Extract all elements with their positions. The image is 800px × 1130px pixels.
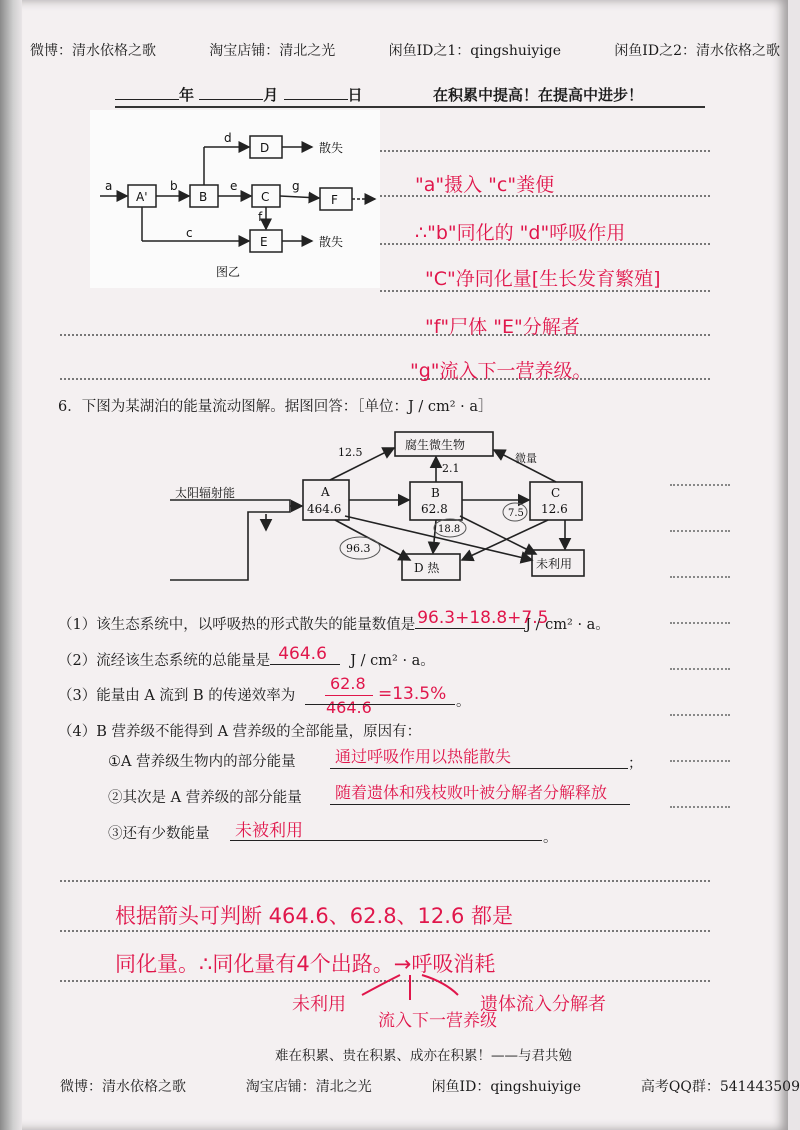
hand-note-5: "g"流入下一营养级。 — [410, 360, 592, 382]
month-label: 月 — [263, 86, 279, 104]
arrow-e-label: e — [230, 179, 238, 193]
q4-2-line — [108, 786, 302, 807]
q4-3-blank — [230, 840, 542, 841]
arrow-a-label: a — [105, 179, 113, 193]
header-rule — [115, 106, 705, 108]
figure-b-caption: 图乙 — [216, 265, 241, 279]
footer-qq: 高考QQ群：541443509 — [640, 1079, 800, 1095]
footer-weibo: 微博：清水依格之歌 — [60, 1079, 186, 1095]
loss-label-1: 散失 — [319, 141, 344, 155]
q4-1-line — [108, 750, 296, 771]
value-12-5: 12.5 — [338, 446, 363, 459]
footer-taobao: 淘宝店铺：清北之光 — [245, 1079, 372, 1095]
value-18-8: 18.8 — [438, 524, 461, 535]
q4-3-prefix: ③还有少数能量 — [108, 826, 210, 842]
q4-2-prefix: ②其次是 A 营养级的部分能量 — [108, 790, 302, 806]
node-a-value: 464.6 — [307, 502, 342, 516]
value-2-1: 2.1 — [442, 462, 460, 475]
box-c-label: C — [261, 190, 270, 204]
arrow-b-label: b — [170, 179, 178, 193]
arrow-f-label: f — [258, 210, 263, 224]
q1-line — [58, 608, 610, 634]
q4-1-blank — [330, 768, 628, 769]
hand-branch-next-level: 流入下一营养级 — [378, 1011, 497, 1031]
heat-label: D 热 — [414, 561, 440, 575]
q3-denominator: 464.6 — [326, 698, 372, 717]
date-line — [115, 84, 715, 105]
year-label: 年 — [179, 86, 195, 104]
q1-prefix: （1）该生态系统中，以呼吸热的形式散失的能量数值是 — [58, 617, 416, 633]
q3-result: =13.5% — [378, 684, 447, 704]
box-d-label: D — [260, 141, 270, 155]
question-6-stem: 6．下图为某湖泊的能量流动图解。据图回答：［单位：J / cm² · a］ — [58, 399, 493, 415]
footer-motto: 难在积累、贵在积累、成亦在积累！——与君共勉 — [275, 1048, 572, 1064]
q3-answer-blank — [305, 704, 455, 705]
q4-1-end: ； — [628, 756, 643, 772]
q4-2-blank — [330, 804, 630, 805]
q3-line — [58, 684, 295, 705]
dotted-rule — [60, 930, 710, 932]
unused-label: 未利用 — [536, 557, 573, 571]
q4-3-line — [108, 822, 210, 843]
hand-branch-decomposer: 遗体流入分解者 — [480, 994, 606, 1015]
arrow-d-label: d — [224, 131, 232, 145]
arrow-g-label: g — [292, 179, 300, 193]
box-e-label: E — [260, 235, 268, 249]
node-b-label: B — [431, 486, 440, 500]
box-a-prime-label: A' — [136, 190, 148, 204]
loss-label-2: 散失 — [319, 235, 344, 249]
node-b-value: 62.8 — [421, 502, 448, 516]
hand-bottom-line2: 同化量。∴同化量有4个出路。→呼吸消耗 — [115, 952, 496, 976]
margin-rules — [670, 440, 730, 800]
q3-end: 。 — [456, 694, 471, 710]
header-taobao: 淘宝店铺：清北之光 — [209, 43, 336, 59]
top-header — [30, 40, 780, 60]
figure-b-svg — [90, 110, 380, 288]
hand-note-3: "C"净同化量[生长发育繁殖] — [425, 268, 661, 290]
sun-label: 太阳辐射能 — [175, 486, 236, 500]
dotted-rule — [60, 334, 710, 336]
q3-fraction-bar — [325, 695, 373, 696]
q1-answer-blank — [415, 608, 549, 629]
node-c-label: C — [551, 486, 561, 500]
dotted-rule — [60, 378, 710, 380]
hand-note-2: ∴"b"同化的 "d"呼吸作用 — [415, 222, 626, 244]
motto-text: 在积累中提高！在提高中进步！ — [433, 86, 644, 104]
q2-answer: 464.6 — [278, 644, 327, 664]
arrow-c-label: c — [186, 226, 193, 240]
dotted-rule — [380, 150, 710, 152]
dotted-rule — [60, 880, 710, 882]
q3-numerator: 62.8 — [330, 674, 366, 693]
hand-branch-arrows — [340, 970, 480, 1010]
hand-branch-unused: 未利用 — [292, 994, 346, 1015]
header-xianyu2: 闲鱼ID之2：清水依格之歌 — [614, 43, 780, 59]
box-f-label: F — [331, 193, 338, 207]
node-a-label: A — [321, 485, 330, 499]
q4-2-answer: 随着遗体和残枝败叶被分解者分解释放 — [335, 783, 608, 802]
day-label: 日 — [347, 86, 363, 104]
q2-line — [58, 644, 435, 670]
q2-answer-blank — [270, 644, 340, 665]
q4-1-answer: 通过呼吸作用以热能散失 — [335, 747, 512, 766]
hand-note-1: "a"摄入 "c"粪便 — [415, 174, 555, 196]
footer-xianyu: 闲鱼ID：qingshuiyige — [431, 1079, 582, 1095]
bottom-footer — [60, 1076, 800, 1096]
q4-1-prefix: ①A 营养级生物内的部分能量 — [108, 754, 296, 770]
micro-label: 微量 — [515, 452, 537, 465]
value-96-3: 96.3 — [346, 542, 371, 555]
hand-note-4: "f"尸体 "E"分解者 — [425, 316, 580, 338]
hand-bottom-line1: 根据箭头可判断 464.6、62.8、12.6 都是 — [115, 904, 513, 928]
box-b-label: B — [199, 190, 208, 204]
decomposer-label: 腐生微生物 — [405, 438, 466, 452]
value-7-5: 7.5 — [508, 508, 524, 519]
energy-flow-diagram — [170, 420, 660, 600]
header-xianyu1: 闲鱼ID之1：qingshuiyige — [388, 43, 562, 59]
q2-unit: J / cm² · a。 — [350, 653, 435, 669]
q3-prefix: （3）能量由 A 流到 B 的传递效率为 — [58, 688, 296, 704]
q4-3-end: 。 — [543, 830, 558, 846]
node-c-value: 12.6 — [541, 502, 568, 516]
energy-flow-svg — [170, 420, 660, 600]
header-weibo: 微博：清水依格之歌 — [30, 43, 156, 59]
q2-prefix: （2）流经该生态系统的总能量是 — [58, 653, 271, 669]
q4-3-answer: 未被利用 — [235, 821, 303, 841]
q1-unit: J / cm² · a。 — [525, 617, 610, 633]
page-binding — [0, 0, 22, 1130]
q4-stem: （4）B 营养级不能得到 A 营养级的全部能量，原因有： — [58, 724, 422, 740]
q1-answer: 96.3+18.8+7.5 — [417, 608, 549, 628]
figure-b — [90, 110, 380, 288]
